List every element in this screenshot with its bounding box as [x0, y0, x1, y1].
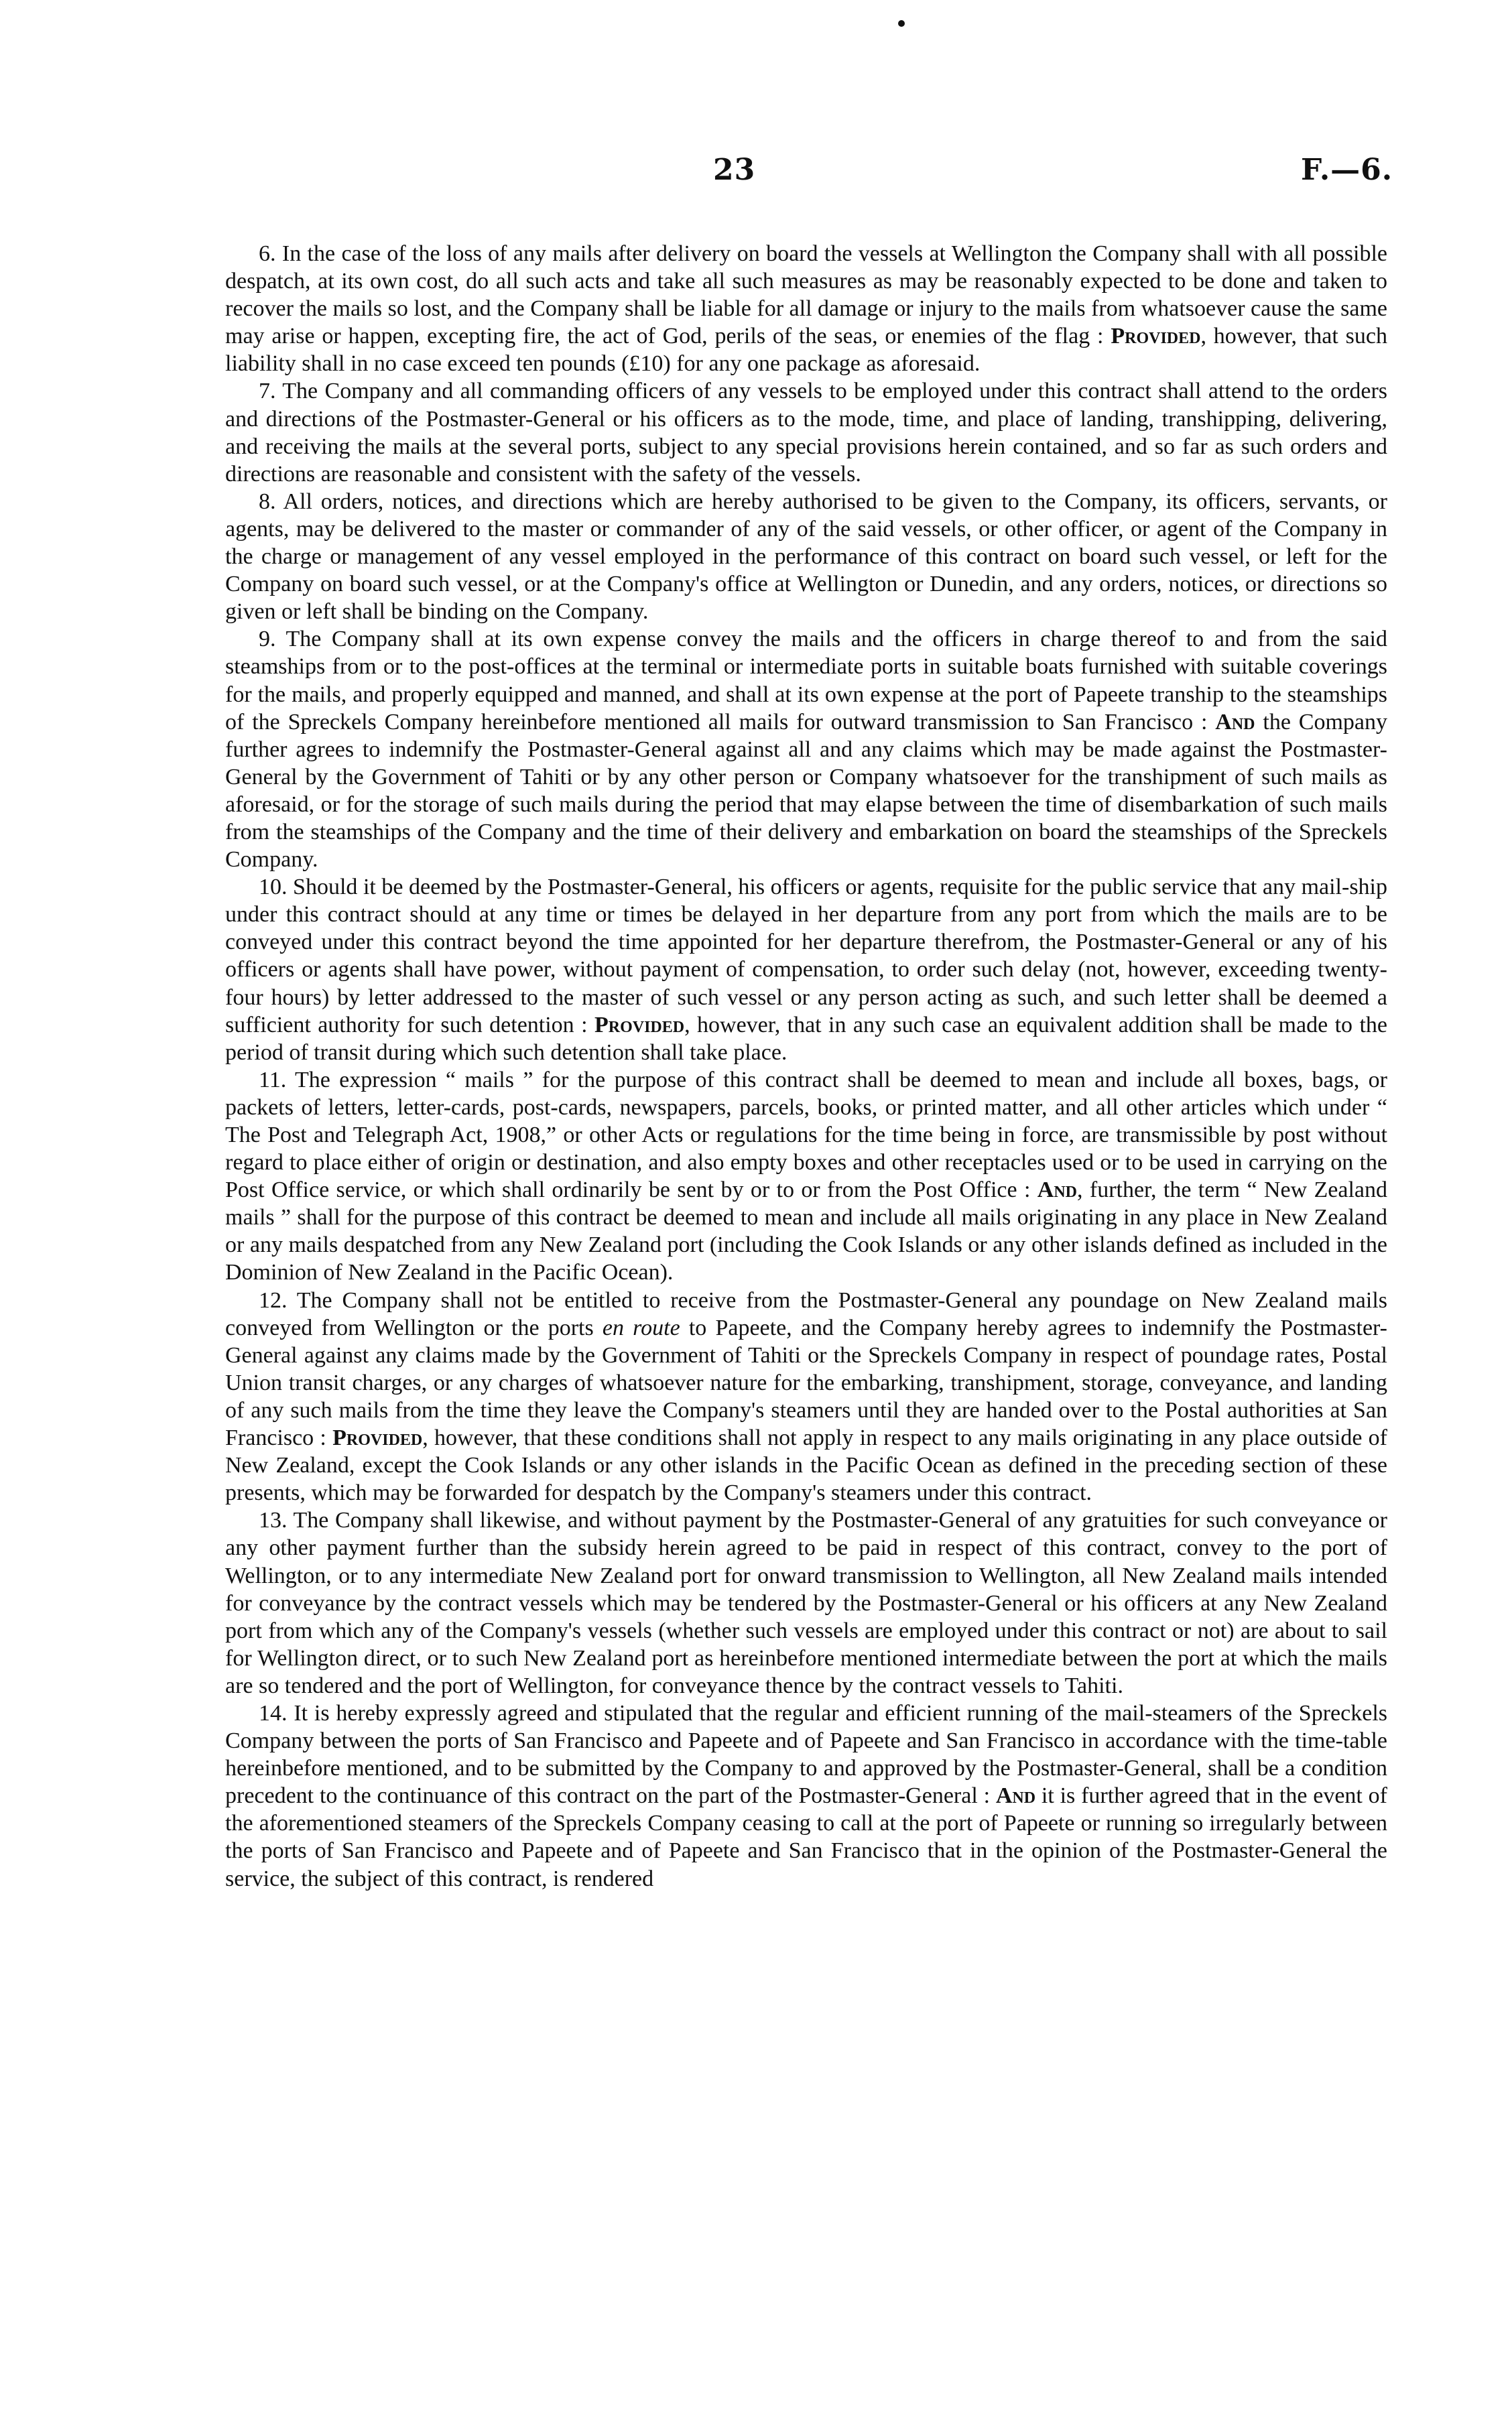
- clause-keyword: Provided: [594, 1012, 685, 1037]
- clause-keyword: Provided: [332, 1425, 423, 1451]
- clause-14: [225, 1700, 1387, 1893]
- clause-text: In the case of the loss of any mails after delivery on board the vessels at Wellington the Company shall with all possible despatch, at its own cost, do all such acts and take all such measures as may be reasonably expected to be done and taken to recover the mails so lost, and the Company shall be liable for all damage or injury to the mails from whatsoever cause the same may arise or happen, excepting fire, the act of God, perils of the seas, or enemies of the flag :: [225, 241, 1387, 349]
- clause-7: [225, 377, 1387, 487]
- clause-number: 7.: [259, 379, 276, 404]
- document-code: F.—6.: [1301, 153, 1393, 187]
- clause-text: The Company shall likewise, and without payment by the Postmaster-General of any gratuities for such conveyance or any other payment further than the subsidy herein agreed to be paid in respect of this contract, convey to the port of Wellington, or to any intermediate New Zealand port for onward transmission to Wellington, all New Zealand mails intended for conveyance by the contract vessels which may be tendered by the Postmaster-General or his officers at any New Zealand port from which any of the Company's vessels (whether such vessels are employed under this contract or not) are about to sail for Wellington direct, or to such New Zealand port as hereinbefore mentioned intermediate between the port at which the mails are so tendered and the port of Wellington, for conveyance thence by the contract vessels to Tahiti.: [225, 1508, 1387, 1698]
- clause-number: 8.: [259, 489, 276, 514]
- clause-number: 6.: [259, 241, 276, 266]
- clause-12: [225, 1287, 1387, 1507]
- page-number: 23: [713, 153, 756, 187]
- clause-keyword: And: [1215, 709, 1255, 735]
- clause-keyword: Provided: [1111, 324, 1201, 349]
- printing-speck: [898, 20, 905, 27]
- clause-text: The Company shall not be entitled to receive from the Postmaster-General any poundage on New Zealand mails conveyed from Wellington or the ports: [225, 1287, 1387, 1340]
- clause-text-continued: it is further agreed that in the event of the aforementioned steamers of the Spreckels Company ceasing to call at the port of Papeete or running so irregularly between the ports of San Francisco and Papeete and of Papeete and San Francisco that in the opinion of the Postmaster-General the service, the subject of this contract, is rendered: [225, 1783, 1388, 1891]
- clause-9: [225, 625, 1387, 873]
- clause-6: [225, 240, 1387, 377]
- clause-11: [225, 1066, 1387, 1287]
- clause-text: It is hereby expressly agreed and stipulated that the regular and efficient running of the mail-steamers of the Spreckels Company between the ports of San Francisco and Papeete and of Papeete and San Francisco in accordance with the time-table hereinbefore mentioned, and to be submitted by the Company to and approved by the Postmaster-General, shall be a condition precedent to the continuance of this contract on the part of the Postmaster-General :: [225, 1700, 1387, 1809]
- clause-text: The Company and all commanding officers of any vessels to be employed under this contract shall attend to the orders and directions of the Postmaster-General or his officers as to the mode, time, and place of landing, transhipping, delivering, and receiving the mails at the several ports, subject to any special provisions herein contained, and so far as such orders and directions are reasonable and consistent with the safety of the vessels.: [225, 379, 1388, 487]
- clause-number: 10.: [259, 875, 288, 900]
- clause-text-continued: , however, that in any such case an equivalent addition shall be made to the period of transit during which such detention shall take place.: [225, 1012, 1388, 1065]
- clause-italic-phrase: en route: [602, 1315, 680, 1340]
- clause-text: The expression “ mails ” for the purpose of this contract shall be deemed to mean and include all boxes, bags, or packets of letters, letter-cards, post-cards, newspapers, parcels, books, or printed matter, and all other articles which under “ The Post and Telegraph Act, 1908,” or other Acts or regulations for the time being in force, are transmissible by post without regard to place either of origin or destination, and also empty boxes and other receptacles used or to be used in carrying on the Post Office service, or which shall ordinarily be sent by or to or from the Post Office :: [225, 1067, 1387, 1203]
- clause-number: 9.: [259, 627, 276, 652]
- clause-keyword: And: [995, 1783, 1036, 1809]
- clause-10: [225, 873, 1387, 1066]
- clause-number: 14.: [259, 1700, 288, 1726]
- clause-text: The Company shall at its own expense convey the mails and the officers in charge thereof to and from the said steamships from or to the post-offices at the terminal or intermediate ports in suitable boats furnished with suitable coverings for the mails, and properly equipped and manned, and shall at its own expense at the port of Papeete tranship to the steamships of the Spreckels Company hereinbefore mentioned all mails for outward transmission to San Francisco :: [225, 627, 1387, 735]
- clause-13: [225, 1507, 1387, 1700]
- clause-number: 11.: [259, 1067, 287, 1092]
- clause-text-continued: , however, that such liability shall in no case exceed ten pounds (£10) for any one package as aforesaid.: [225, 324, 1387, 377]
- clause-8: [225, 488, 1387, 625]
- clause-keyword: And: [1037, 1177, 1077, 1203]
- contract-body: [225, 240, 1387, 1893]
- clause-text-continued: , further, the term “ New Zealand mails ” shall for the purpose of this contract be deemed to mean and include all mails originating in any place in New Zealand or any mails despatched from any New Zealand port (including the Cook Islands or any other islands defined as included in the Dominion of New Zealand in the Pacific Ocean).: [225, 1177, 1387, 1285]
- clause-number: 13.: [259, 1508, 288, 1533]
- clause-text: All orders, notices, and directions which are hereby authorised to be given to the Company, its officers, servants, or agents, may be delivered to the master or commander of any of the said vessels, or other officer, or agent of the Company in the charge or management of any vessel employed in the performance of this contract on board such vessel, or left for the Company on board such vessel, or at the Company's office at Wellington or Dunedin, and any orders, notices, or directions so given or left shall be binding on the Company.: [225, 489, 1388, 625]
- clause-text-middle: to Papeete, and the Company hereby agrees to indemnify the Postmaster-General against any claims made by the Government of Tahiti or the Spreckels Company in respect of poundage rates, Postal Union transit charges, or any charges of whatsoever nature for the embarking, transhipment, storage, conveyance, and landing of any such mails from the time they leave the Company's steamers until they are handed over to the Postal authorities at San Francisco :: [225, 1315, 1387, 1451]
- clause-text: Should it be deemed by the Postmaster-General, his officers or agents, requisite for the public service that any mail-ship under this contract should at any time or times be delayed in her departure from any port from which the mails are to be conveyed under this contract beyond the time appointed for her departure therefrom, the Postmaster-General or any of his officers or agents shall have power, without payment of compensation, to order such delay (not, however, exceeding twenty-four hours) by letter addressed to the master of such vessel or any person acting as such, and such letter shall be deemed a sufficient authority for such detention :: [225, 875, 1387, 1037]
- clause-text-continued: , however, that these conditions shall not apply in respect to any mails originating in any place outside of New Zealand, except the Cook Islands or any other islands in the Pacific Ocean as defined in the preceding section of these presents, which may be forwarded for despatch by the Company's steamers under this contract.: [225, 1425, 1387, 1506]
- clause-text-continued: the Company further agrees to indemnify the Postmaster-General against all and any claims which may be made against the Postmaster-General by the Government of Tahiti or by any other person or Company whatsoever for the transhipment of such mails as aforesaid, or for the storage of such mails during the period that may elapse between the time of disembarkation of such mails from the steamships of the Company and the time of their delivery and embarkation on board the steamships of the Spreckels Company.: [225, 709, 1387, 873]
- clause-number: 12.: [259, 1287, 288, 1313]
